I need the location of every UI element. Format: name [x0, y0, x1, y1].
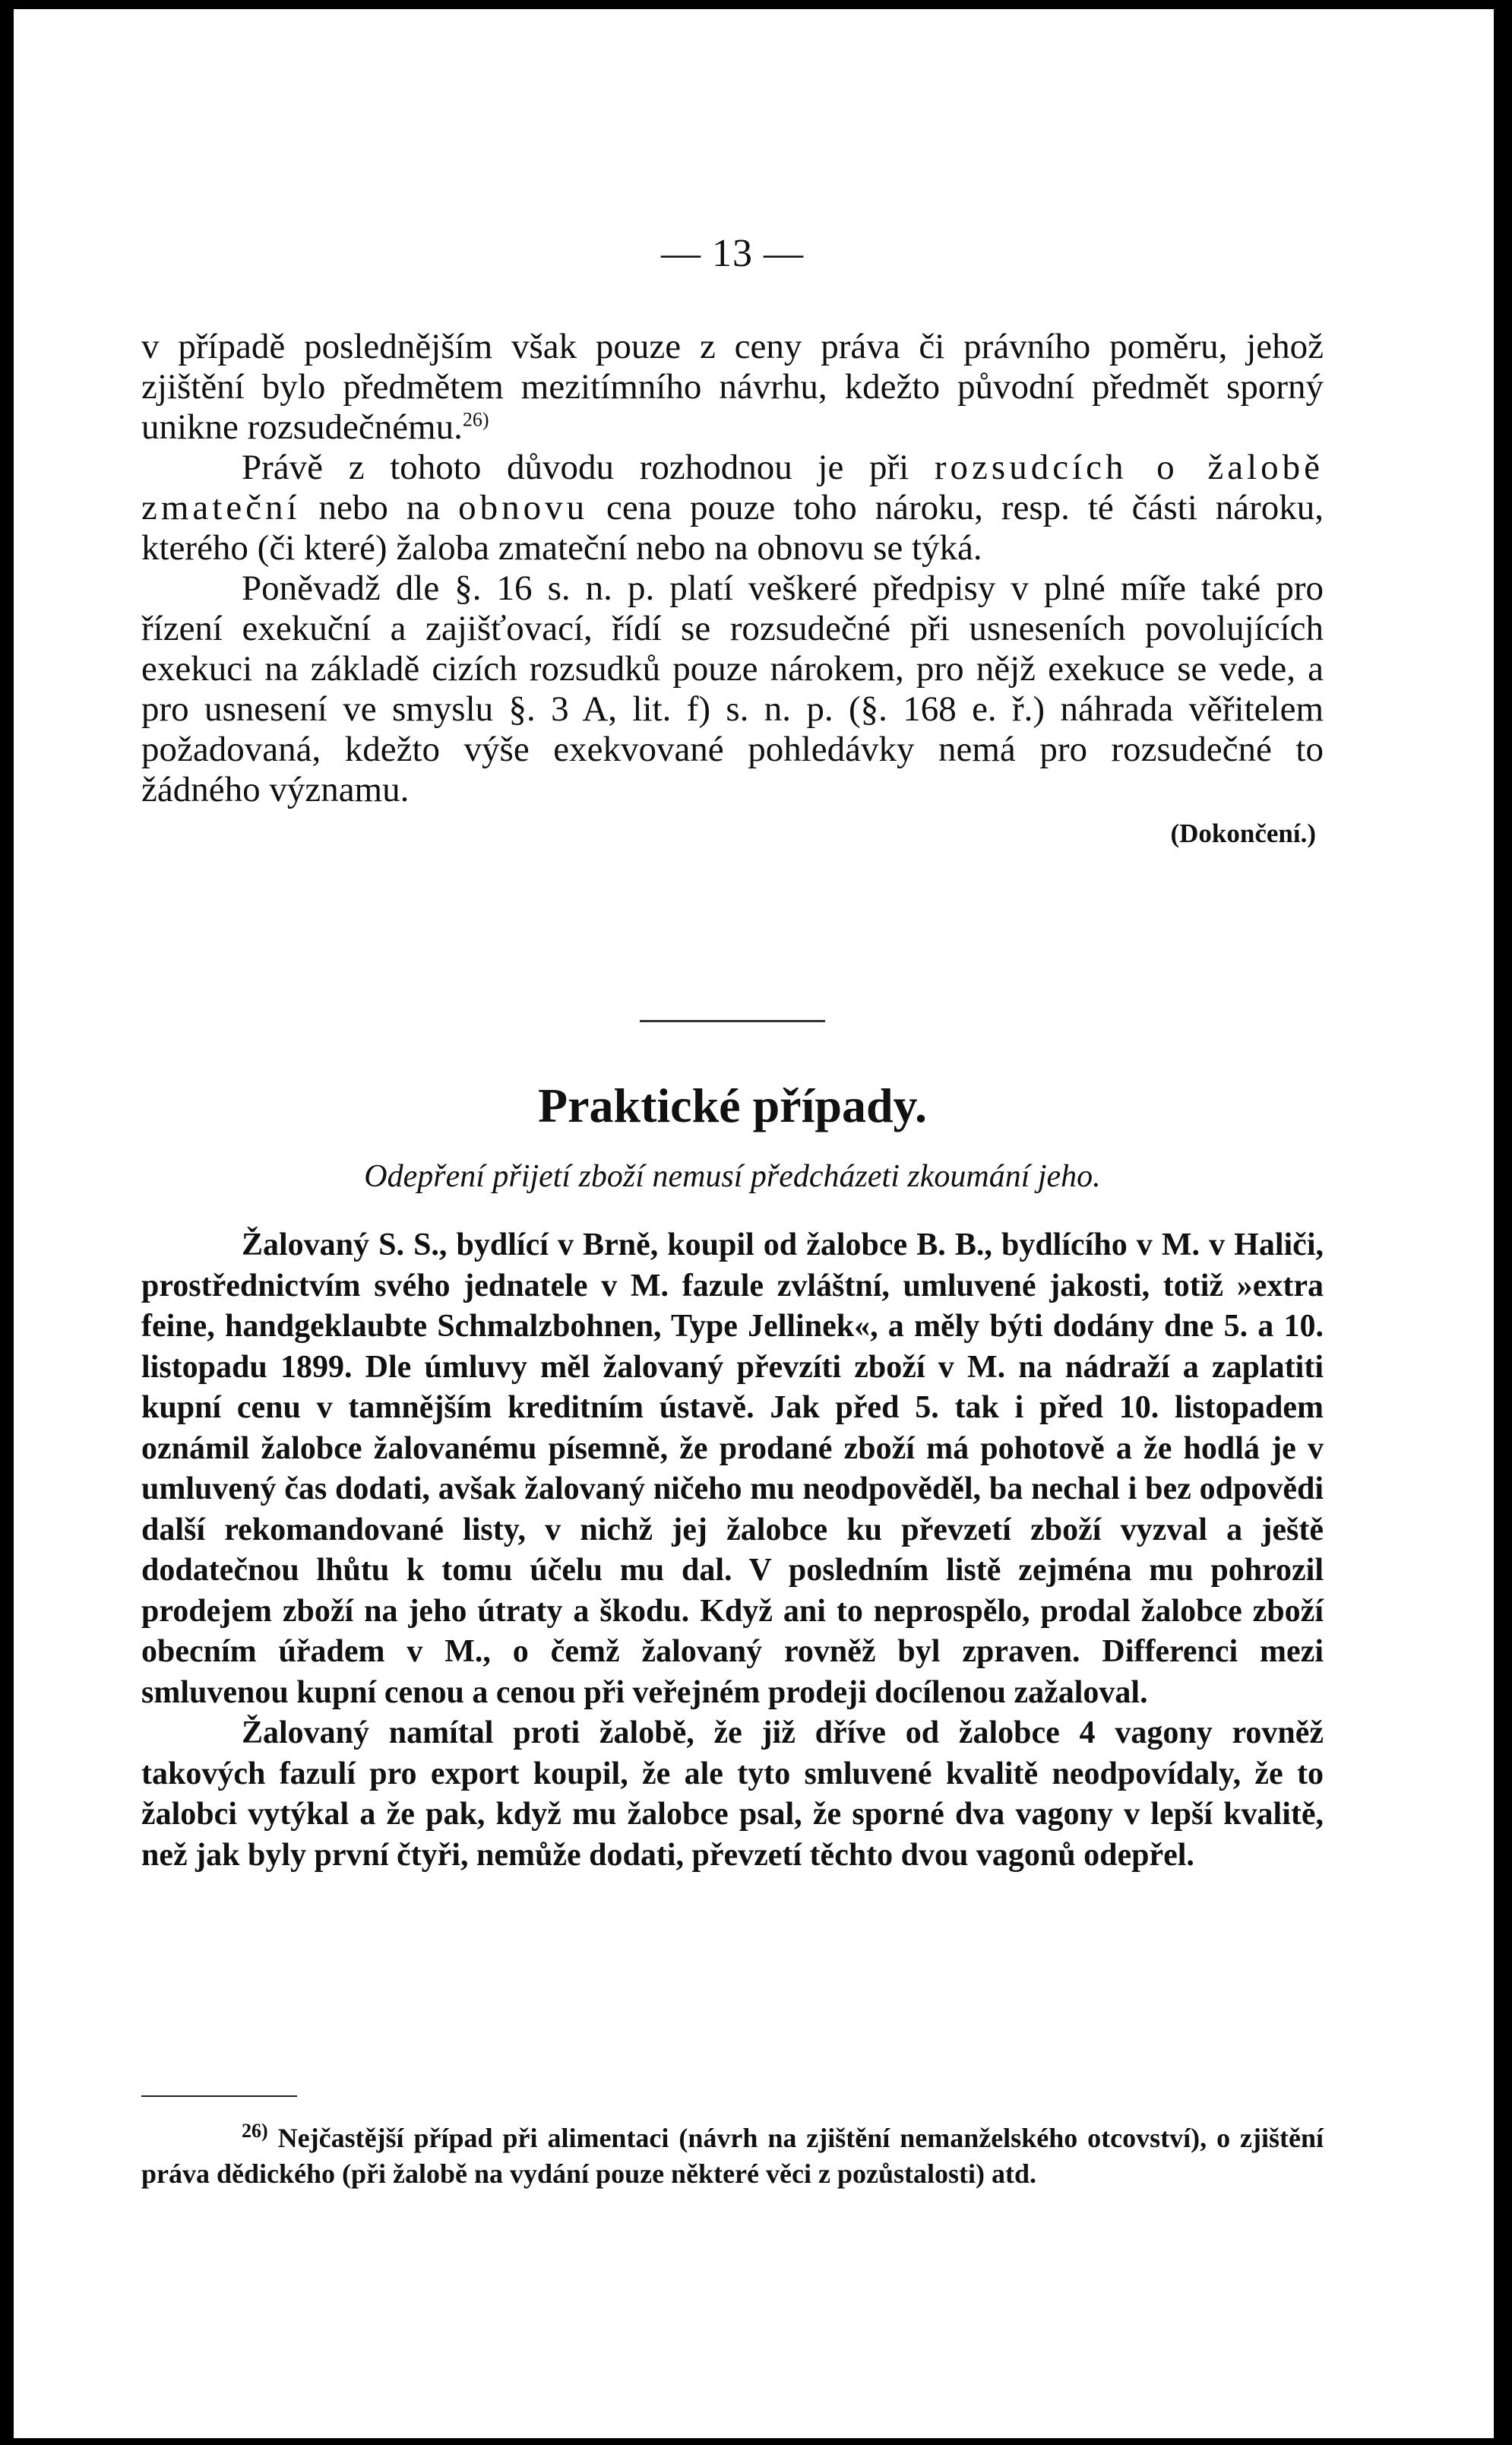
paragraph-2-emphasis-2: obnovu [458, 488, 589, 527]
book-page [14, 9, 1494, 2438]
continuation-note: (Dokončení.) [1170, 819, 1316, 848]
case-paragraph-2: Žalovaný namítal proti žalobě, že již dříve od žalobce 4 vagony rovněž takových fazulí pro export koupil, že ale tyto smluvené kvalitě neodpovídaly, že to žalobci vytýkal a že pak, když mu žalobce psal, že sporné dva vagony v lepší kvalitě, než jak byly první čtyři, nemůže dodati, převzetí těchto dvou vagonů odepřel. [141, 1715, 1324, 1873]
paragraph-2 [141, 448, 1324, 568]
footnote-paragraph [141, 2120, 1324, 2192]
paragraph-3: Poněvadž dle §. 16 s. n. p. platí veškeré předpisy v plné míře také pro řízení exekuční a zajišťovací, řídí se rozsudečné při usneseních povolujících exekuci na základě cizích rozsudků pouze nárokem, pro nějž exekuce se vede, a pro usnesení ve smyslu §. 3 A, lit. f) s. n. p. (§. 168 e. ř.) náhrada věřitelem požadovaná, kdežto výše exekvované pohledávky nemá pro rozsudečné to žádného významu. [141, 568, 1324, 809]
paragraph-2-emphasis-1: rozsudcích o žalobě zmateční [141, 448, 1324, 527]
section-title: Praktické případy. [537, 1078, 928, 1132]
paragraph-2-text-a: Právě z tohoto důvodu rozhodnou je při [242, 448, 935, 487]
footnote [141, 2120, 1324, 2192]
footnote-text: Nejčastější případ při alimentaci (návrh na zjištění nemanželského otcovství), o zjištění práva dědického (při žalobě na vydání pouze některé věci z pozůstalosti) atd. [141, 2123, 1324, 2189]
section-continuation [141, 327, 1324, 854]
footnote-reference: 26) [462, 408, 489, 431]
section-divider [640, 1020, 825, 1022]
footnote-rule [141, 2095, 297, 2097]
page-number: — 13 — [661, 232, 804, 275]
case-paragraph-1: Žalovaný S. S., bydlící v Brně, koupil od žalobce B. B., bydlícího v M. v Haliči, prostřednictvím svého jednatele v M. fazule zvláštní, umluvené jakosti, totiž »extra feine, handgeklaubte Schmalzbohnen, Type Jellinek«, a měly býti dodány dne 5. a 10. listopadu 1899. Dle úmluvy měl žalovaný převzíti zboží v M. na nádraží a zaplatiti kupní cenu v tamnějším kreditním ústavě. Jak před 5. tak i před 10. listopadem oznámil žalobce žalovanému písemně, že prodané zboží má pohotově a že hodlá je v umluvený čas dodati, avšak žalovaný ničeho mu neodpověděl, ba nechal i bez odpovědi další rekomandované listy, v nichž jej žalobce ku převzetí zboží vyzval a ještě dodatečnou lhůtu k tomu účelu mu dal. V posledním listě zejména mu pohrozil prodejem zboží na jeho útraty a škodu. Když ani to neprospělo, prodal žalobce zboží obecním úřadem v M., o čemž žalovaný rovněž byl zpraven. Differenci mezi smluvenou kupní cenou a cenou při veřejném prodeji docílenou zažaloval. [141, 1227, 1324, 1710]
paragraph-2-text-c: nebo na [300, 488, 459, 527]
case-subtitle: Odepření přijetí zboží nemusí předcházeti zkoumání jeho. [364, 1159, 1101, 1194]
footnote-number: 26) [242, 2120, 268, 2142]
paragraph-1-text: v případě poslednějším však pouze z ceny práva či právního poměru, jehož zjištění bylo předmětem mezitímního návrhu, kdežto původní předmět sporný unikne rozsudečnému. [141, 327, 1324, 447]
paragraph-2-text-e: cena pouze toho nároku, resp. té části nároku, kterého (či které) žaloba zmateční nebo na obnovu se týká. [141, 488, 1324, 568]
case-text [141, 1225, 1324, 1876]
paragraph-1 [141, 327, 1324, 448]
